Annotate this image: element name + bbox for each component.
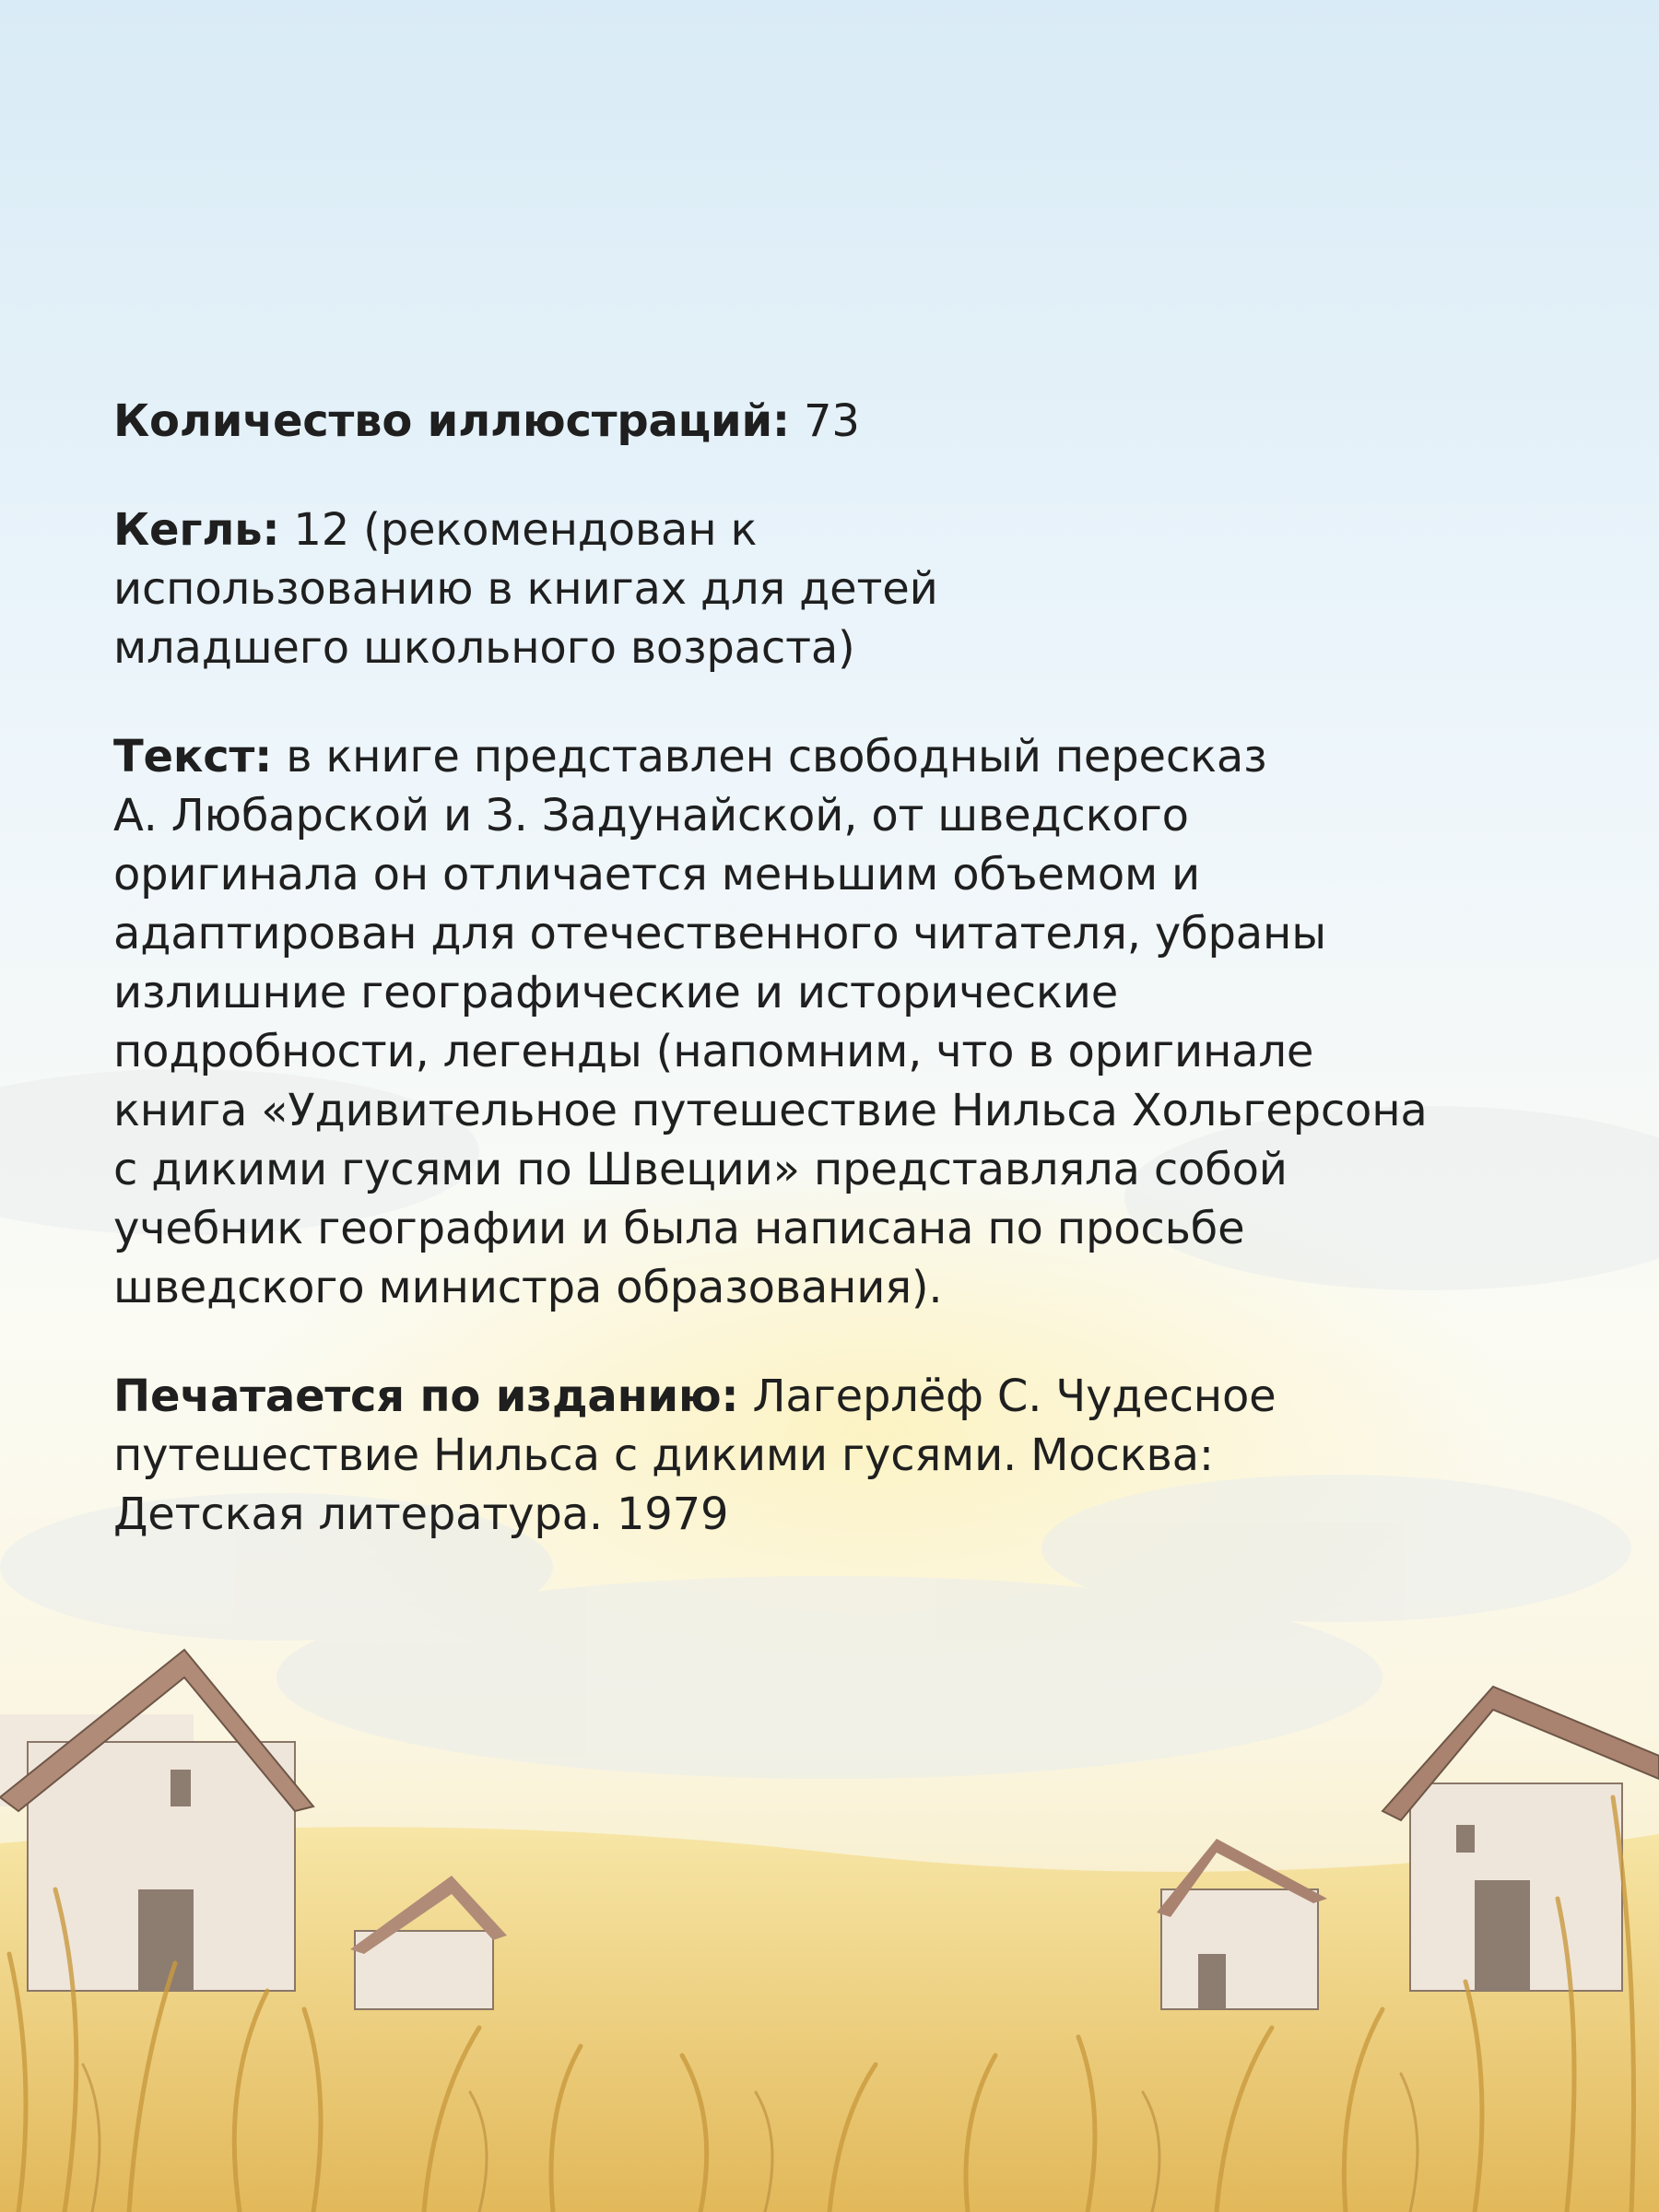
illustrations-value: 73 bbox=[789, 395, 860, 447]
edition-label: Печатается по изданию: bbox=[113, 1371, 739, 1422]
font-size-label: Кегль: bbox=[113, 504, 280, 556]
illustrations-label: Количество иллюстраций: bbox=[113, 395, 790, 447]
font-size-value: 12 (рекомендован к использованию в книгах для детей младшего школьного возраста) bbox=[113, 504, 938, 674]
book-details bbox=[113, 392, 1570, 1594]
text-value: в книге представлен свободный пересказ А. Любарской и З. Задунайской, от шведского оригинала он отличается меньшим объемом и адаптирован для отечественного читателя, убраны излишние географические и исторические подробности, легенды (напомним, что в оригинале книга «Удивительное путешествие Нильса Хольгерсона с дикими гусями по Швеции» представляла собой учебник географии и была написана по просьбе шведского министра образования). bbox=[113, 731, 1428, 1313]
illustrations-count bbox=[113, 392, 1570, 451]
font-size-info bbox=[113, 500, 1570, 677]
edition-value: Лагерлёф С. Чудесное путешествие Нильса с дикими гусями. Москва: Детская литература. 1979 bbox=[113, 1371, 1277, 1540]
text-label: Текст: bbox=[113, 731, 273, 782]
edition-info bbox=[113, 1367, 1570, 1544]
text-info bbox=[113, 727, 1570, 1317]
